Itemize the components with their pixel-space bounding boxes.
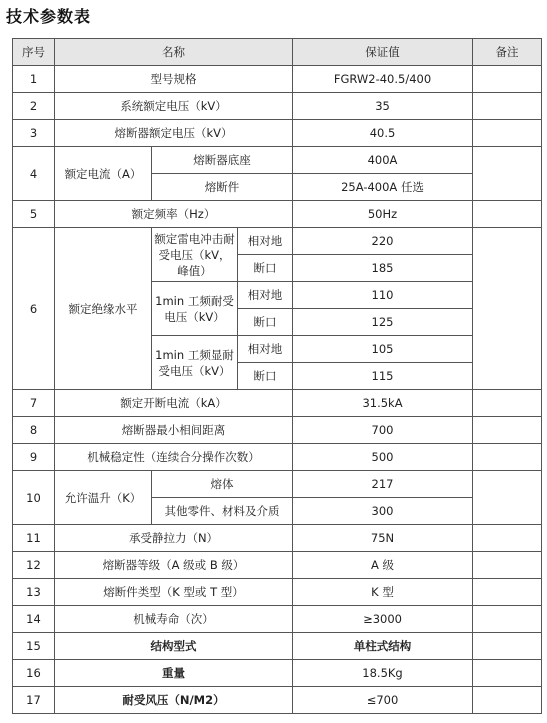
param-value: 18.5Kg — [293, 660, 473, 687]
param-value: 700 — [293, 417, 473, 444]
row-number: 17 — [13, 687, 55, 714]
param-value: 220 — [293, 228, 473, 255]
sub-param-name: 相对地 — [238, 282, 293, 309]
param-note — [473, 390, 542, 417]
param-value: 35 — [293, 93, 473, 120]
param-name: 机械寿命（次） — [55, 606, 293, 633]
param-value: 115 — [293, 363, 473, 390]
header-no: 序号 — [13, 39, 55, 66]
table-row — [13, 606, 542, 633]
row-number: 15 — [13, 633, 55, 660]
param-value: 185 — [293, 255, 473, 282]
param-name: 承受静拉力（N） — [55, 525, 293, 552]
sub-param-group: 额定雷电冲击耐受电压（kV，峰值） — [152, 228, 238, 282]
param-value: 217 — [293, 471, 473, 498]
table-header-row — [13, 39, 542, 66]
param-note — [473, 660, 542, 687]
sub-param-name: 断口 — [238, 309, 293, 336]
param-value: 31.5kA — [293, 390, 473, 417]
sub-param-name: 相对地 — [238, 228, 293, 255]
table-row — [13, 228, 542, 255]
sub-param-group: 1min 工频耐受电压（kV） — [152, 282, 238, 336]
table-row — [13, 687, 542, 714]
param-name: 系统额定电压（kV） — [55, 93, 293, 120]
param-value: 125 — [293, 309, 473, 336]
param-value: 300 — [293, 498, 473, 525]
param-name: 额定绝缘水平 — [55, 228, 152, 390]
table-row — [13, 660, 542, 687]
header-name: 名称 — [55, 39, 293, 66]
param-note — [473, 66, 542, 93]
param-name: 额定电流（A） — [55, 147, 152, 201]
param-note — [473, 228, 542, 390]
param-value: A 级 — [293, 552, 473, 579]
row-number: 14 — [13, 606, 55, 633]
sub-param-name: 断口 — [238, 255, 293, 282]
table-row — [13, 120, 542, 147]
param-note — [473, 687, 542, 714]
param-note — [473, 417, 542, 444]
param-name: 型号规格 — [55, 66, 293, 93]
param-note — [473, 120, 542, 147]
param-name: 允许温升（K） — [55, 471, 152, 525]
row-number: 4 — [13, 147, 55, 201]
page-title: 技术参数表 — [6, 7, 92, 26]
param-note — [473, 525, 542, 552]
param-name: 耐受风压（N/M2） — [55, 687, 293, 714]
param-name: 熔断器等级（A 级或 B 级） — [55, 552, 293, 579]
table-row — [13, 201, 542, 228]
header-value: 保证值 — [293, 39, 473, 66]
table-row — [13, 390, 542, 417]
param-value: 40.5 — [293, 120, 473, 147]
param-note — [473, 471, 542, 525]
spec-table — [12, 38, 542, 714]
sub-param-name: 相对地 — [238, 336, 293, 363]
param-value: 25A-400A 任选 — [293, 174, 473, 201]
param-value: 50Hz — [293, 201, 473, 228]
table-row — [13, 66, 542, 93]
row-number: 2 — [13, 93, 55, 120]
param-value: 105 — [293, 336, 473, 363]
table-row — [13, 633, 542, 660]
row-number: 6 — [13, 228, 55, 390]
sub-param-name: 断口 — [238, 363, 293, 390]
header-note: 备注 — [473, 39, 542, 66]
param-note — [473, 444, 542, 471]
table-row — [13, 579, 542, 606]
param-value: FGRW2-40.5/400 — [293, 66, 473, 93]
sub-param-name: 熔断器底座 — [152, 147, 293, 174]
sub-param-group: 1min 工频显耐受电压（kV） — [152, 336, 238, 390]
table-row — [13, 147, 542, 174]
table-row — [13, 552, 542, 579]
row-number: 12 — [13, 552, 55, 579]
row-number: 1 — [13, 66, 55, 93]
param-name: 额定频率（Hz） — [55, 201, 293, 228]
param-value: 500 — [293, 444, 473, 471]
param-value: ≤700 — [293, 687, 473, 714]
row-number: 8 — [13, 417, 55, 444]
table-row — [13, 525, 542, 552]
sub-param-name: 熔体 — [152, 471, 293, 498]
sub-param-name: 其他零件、材料及介质 — [152, 498, 293, 525]
row-number: 5 — [13, 201, 55, 228]
row-number: 13 — [13, 579, 55, 606]
param-name: 熔断器最小相间距离 — [55, 417, 293, 444]
param-value: 400A — [293, 147, 473, 174]
param-note — [473, 201, 542, 228]
param-note — [473, 579, 542, 606]
param-note — [473, 606, 542, 633]
sub-param-name: 熔断件 — [152, 174, 293, 201]
param-name: 机械稳定性（连续合分操作次数） — [55, 444, 293, 471]
param-value: 单柱式结构 — [293, 633, 473, 660]
row-number: 10 — [13, 471, 55, 525]
table-row — [13, 93, 542, 120]
row-number: 7 — [13, 390, 55, 417]
param-value: ≥3000 — [293, 606, 473, 633]
param-name: 熔断器额定电压（kV） — [55, 120, 293, 147]
row-number: 11 — [13, 525, 55, 552]
row-number: 9 — [13, 444, 55, 471]
param-value: 110 — [293, 282, 473, 309]
param-value: 75N — [293, 525, 473, 552]
param-note — [473, 147, 542, 201]
table-row — [13, 417, 542, 444]
param-name: 熔断件类型（K 型或 T 型） — [55, 579, 293, 606]
param-note — [473, 552, 542, 579]
table-row — [13, 471, 542, 498]
param-value: K 型 — [293, 579, 473, 606]
param-name: 重量 — [55, 660, 293, 687]
row-number: 3 — [13, 120, 55, 147]
param-name: 额定开断电流（kA） — [55, 390, 293, 417]
param-name: 结构型式 — [55, 633, 293, 660]
param-note — [473, 93, 542, 120]
param-note — [473, 633, 542, 660]
table-row — [13, 444, 542, 471]
row-number: 16 — [13, 660, 55, 687]
